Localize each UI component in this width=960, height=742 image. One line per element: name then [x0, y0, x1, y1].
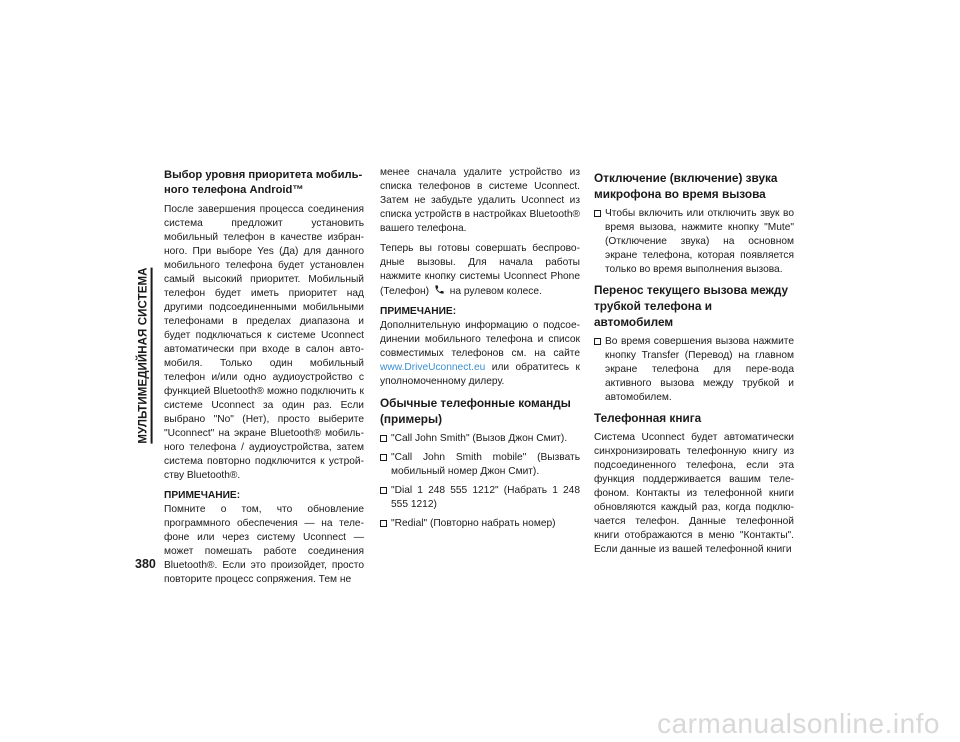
note-title: ПРИМЕЧАНИЕ: [164, 490, 241, 501]
list-item: Чтобы включить или отключить звук во время вызова, нажмите кнопку "Mute" (Отключение звука) на основном экране телефона, которая появляется только во время выполнения вызова. [594, 207, 794, 277]
list-item: "Call John Smith mobile" (Вызвать мобильный номер Джон Смит). [380, 451, 580, 479]
commands-list [380, 432, 580, 531]
page-number: 380 [135, 557, 156, 571]
transfer-heading: Перенос текущего вызова между трубкой телефона и автомобилем [594, 283, 789, 329]
phone-icon [434, 284, 445, 295]
phonebook-heading: Телефонная книга [594, 411, 702, 425]
column-1 [164, 168, 364, 593]
section-tab [134, 172, 156, 538]
ready-calls-paragraph [380, 242, 580, 299]
column-2 [380, 166, 580, 536]
note-text-2 [380, 319, 580, 389]
mute-heading: Отключение (включение) звука микрофона во время вызова [594, 171, 778, 201]
common-commands-heading: Обычные телефонные команды (примеры) [380, 396, 571, 426]
ready-calls-text-end: на рулевом колесе. [449, 286, 542, 297]
watermark: carmanualsonline.info [657, 708, 940, 739]
phonebook-paragraph: Система Uconnect будет автоматически синхронизировать телефонную книгу из подсоединенного телефона, если эта функция поддерживается вашим теле-фоном. Контакты из телефонной книги обновляются каждый раз, когда подклю-чается телефон. Данные телефонной книги отображаются в меню "Контакты". Если данные из вашей телефонной книги [594, 432, 794, 555]
drive-uconnect-link[interactable]: www.DriveUconnect.eu [380, 362, 486, 373]
android-priority-paragraph: После завершения процесса соединения система предложит установить мобильный телефон в качестве избран-ного. При выборе Yes (Да) для данного мобильного телефона будет установлен самый высокий приоритет. Мобильный телефон будет иметь приоритет над другими подсоединенными мобильными телефонами в пределах диапазона и будет подключаться к системе Uconnect автоматически при входе в салон авто-мобиля. Только один мобильный телефон и/или одно аудиоустройство с функцией Bluetooth® можно подключить к системе Uconnect за один раз. Если выбрано "No" (Нет), просто выберите "Uconnect" на экране Bluetooth® мобиль-ного телефона / аудиоустройства, затем система повторно подключится к устрой-ству Bluetooth®. [164, 204, 364, 481]
transfer-list [594, 335, 794, 405]
remove-device-paragraph: менее сначала удалите устройство из списка телефонов в системе Uconnect. Затем не забудьте удалить Uconnect из списка устройств в настройках Bluetooth® вашего телефона. [380, 167, 580, 234]
column-3 [594, 170, 794, 563]
note-title-2: ПРИМЕЧАНИЕ: [380, 306, 457, 317]
note-text: Помните о том, что обновление программного обеспечения — на теле-фоне или через систему Uconnect — может помешать работе соединения Bluetooth®. Если это произойдет, просто повторите процесс сопряжения. Тем не [164, 504, 364, 585]
list-item: "Call John Smith" (Вызов Джон Смит). [380, 432, 580, 446]
android-priority-heading: Выбор уровня приоритета мобиль-ного телефона Android™ [164, 169, 363, 196]
list-item: "Dial 1 248 555 1212" (Набрать 1 248 555 1212) [380, 484, 580, 512]
note-text-2-start: Дополнительную информацию о подсое-динении мобильного телефона и список совместимых телефонов см. на сайте [380, 320, 580, 359]
list-item: "Redial" (Повторно набрать номер) [380, 517, 580, 531]
mute-list [594, 207, 794, 277]
section-title: МУЛЬТИМЕДИЙНАЯ СИСТЕМА [138, 267, 153, 443]
ready-calls-text: Теперь вы готовы совершать беспрово-дные вызовы. Для начала работы нажмите кнопку системы Uconnect Phone (Телефон) [380, 243, 580, 297]
note-text-2-end: или обратитесь к уполномоченному дилеру. [380, 362, 580, 387]
list-item: Во время совершения вызова нажмите кнопку Transfer (Перевод) на главном экране телефона для пере-вода активного вызова между трубкой и автомобилем. [594, 335, 794, 405]
